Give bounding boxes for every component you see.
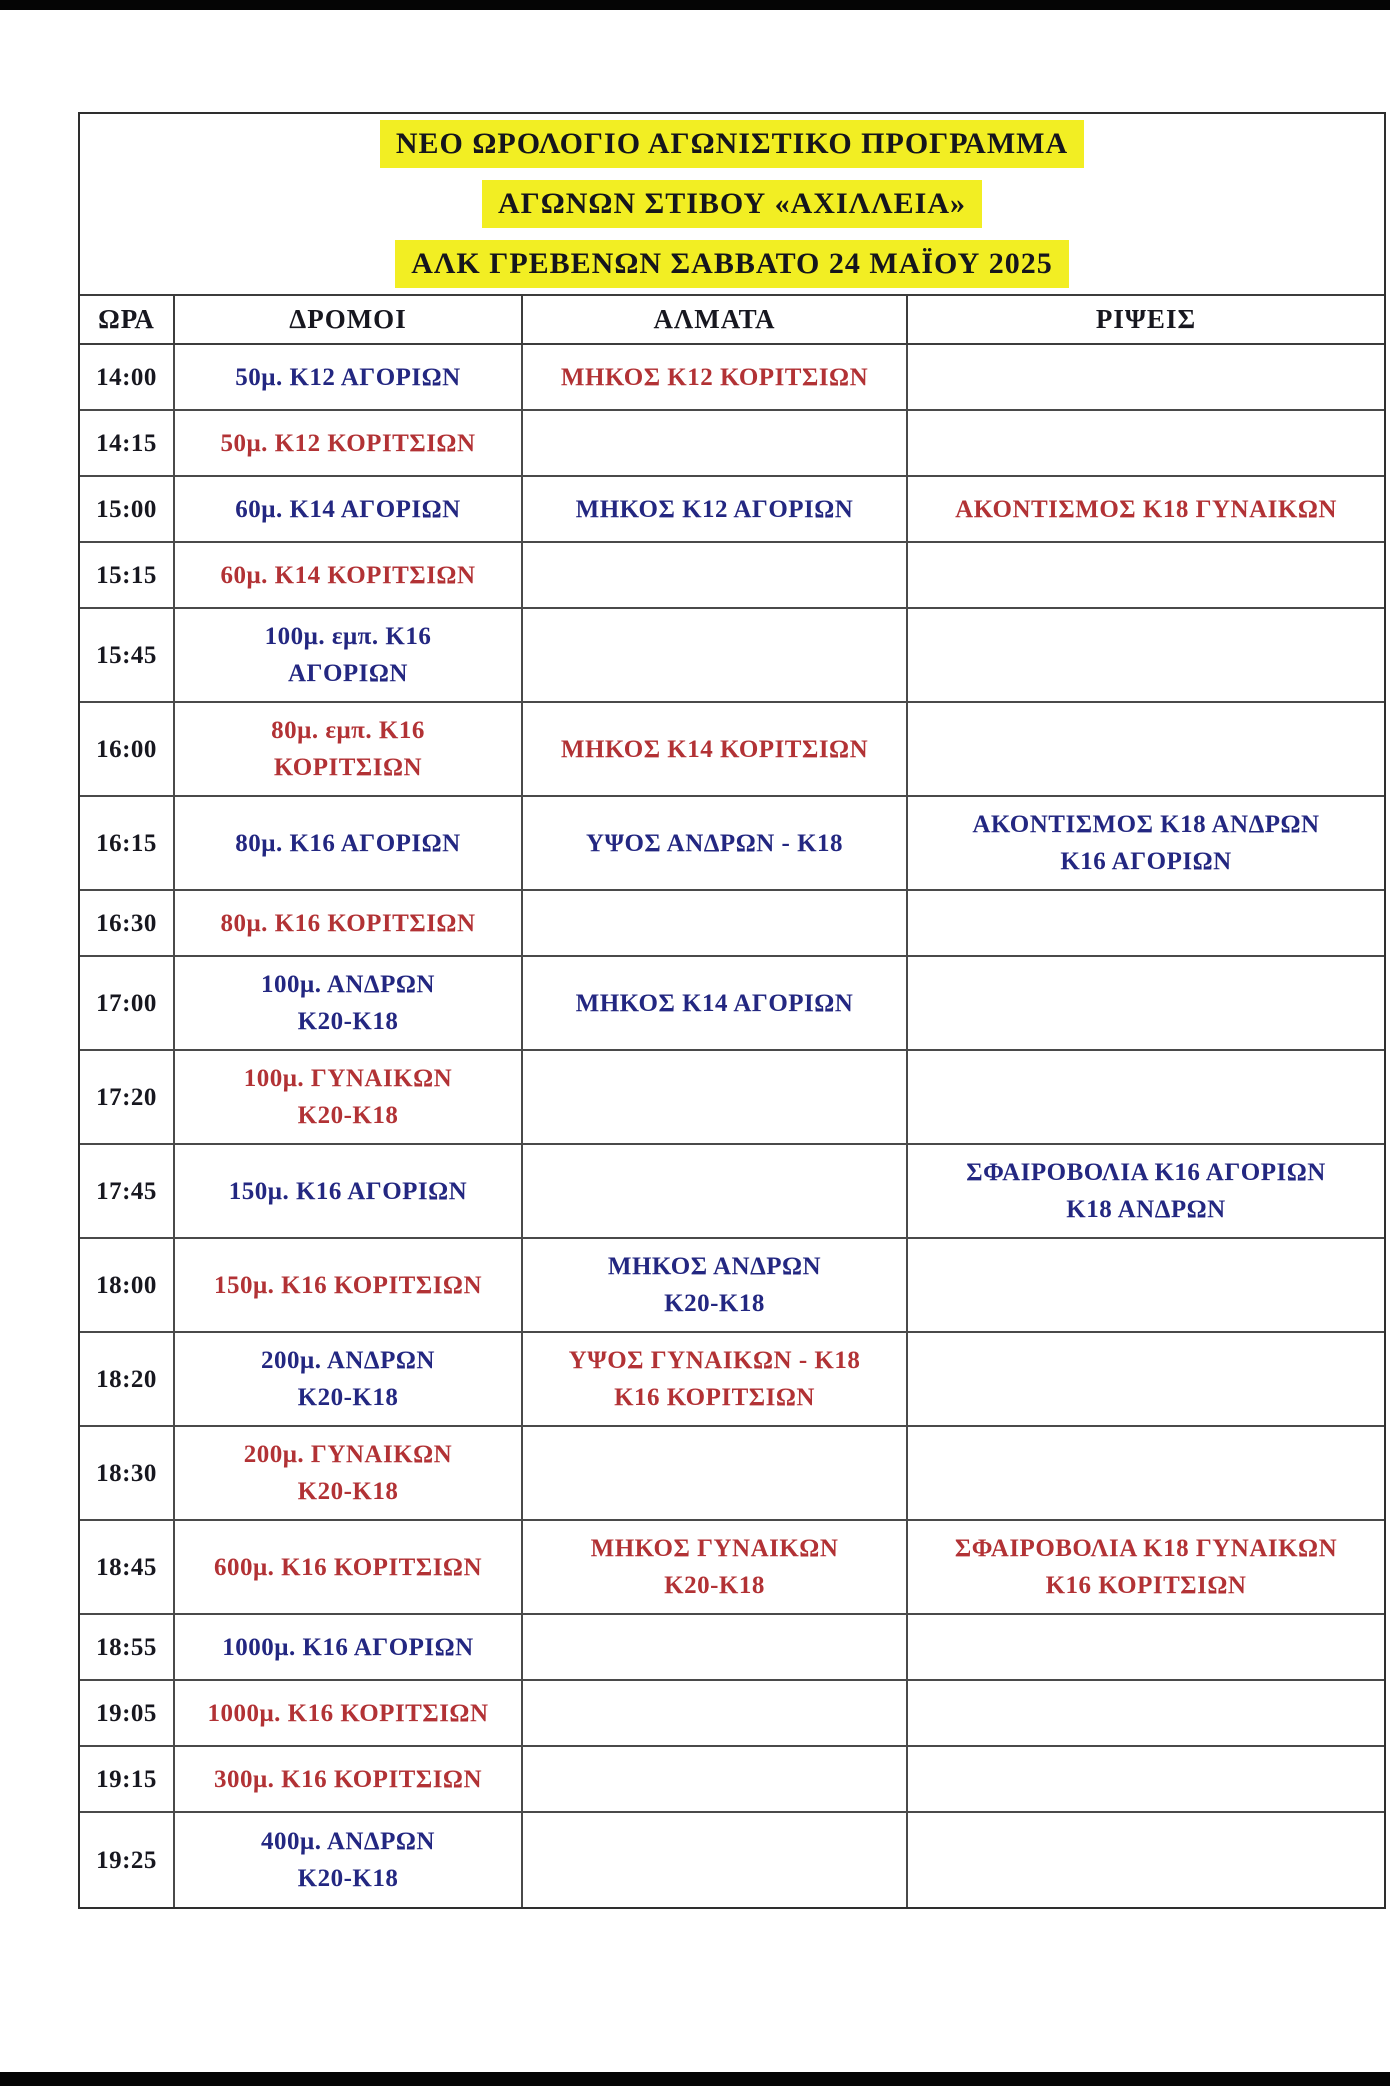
- table-row: [80, 1239, 1384, 1333]
- event-label: Κ20-Κ18: [297, 1478, 399, 1505]
- table-row: [80, 1333, 1384, 1427]
- event-label: 150μ. Κ16 ΚΟΡΙΤΣΙΩΝ: [213, 1271, 482, 1299]
- jumps-cell: [523, 1239, 908, 1331]
- table-row: [80, 1051, 1384, 1145]
- column-header-track-events: ΔΡΟΜΟΙ: [175, 296, 523, 343]
- time-cell: 19:15: [80, 1747, 175, 1811]
- track-events-cell: [175, 411, 523, 475]
- track-events-cell: [175, 1747, 523, 1811]
- track-events-cell: [175, 1333, 523, 1425]
- title-line-row: [80, 114, 1384, 174]
- jumps-cell: [523, 797, 908, 889]
- track-events-cell: [175, 1427, 523, 1519]
- table-row: [80, 1521, 1384, 1615]
- throws-cell: [908, 1747, 1384, 1811]
- throws-cell: [908, 891, 1384, 955]
- jumps-cell: [523, 703, 908, 795]
- event-label: 50μ. Κ12 ΚΟΡΙΤΣΙΩΝ: [220, 429, 476, 457]
- jumps-cell: [523, 1427, 908, 1519]
- table-row: [80, 1681, 1384, 1747]
- event-label: Κ20-Κ18: [297, 1102, 399, 1129]
- jumps-cell: [523, 1051, 908, 1143]
- jumps-cell: [523, 411, 908, 475]
- time-cell: 19:05: [80, 1681, 175, 1745]
- event-label: ΑΚΟΝΤΙΣΜΟΣ Κ18 ΑΝΔΡΩΝ: [972, 811, 1320, 838]
- event-label: ΜΗΚΟΣ Κ12 ΚΟΡΙΤΣΙΩΝ: [560, 363, 869, 391]
- track-events-cell: [175, 957, 523, 1049]
- jumps-cell: [523, 1521, 908, 1613]
- time-cell: 16:00: [80, 703, 175, 795]
- event-label: 200μ. ΑΝΔΡΩΝ: [261, 1347, 435, 1374]
- throws-cell: [908, 1615, 1384, 1679]
- table-row: [80, 797, 1384, 891]
- track-events-cell: [175, 797, 523, 889]
- event-label: Κ20-Κ18: [664, 1572, 765, 1599]
- time-cell: 15:45: [80, 609, 175, 701]
- event-label: 100μ. εμπ. Κ16: [264, 623, 432, 650]
- time-cell: 18:45: [80, 1521, 175, 1613]
- jumps-cell: [523, 1145, 908, 1237]
- time-cell: 17:20: [80, 1051, 175, 1143]
- time-cell: 15:15: [80, 543, 175, 607]
- event-label: 60μ. Κ14 ΑΓΟΡΙΩΝ: [235, 495, 461, 523]
- throws-cell: [908, 797, 1384, 889]
- table-row: [80, 1427, 1384, 1521]
- track-events-cell: [175, 891, 523, 955]
- jumps-cell: [523, 1333, 908, 1425]
- throws-cell: [908, 1521, 1384, 1613]
- track-events-cell: [175, 609, 523, 701]
- event-label: ΜΗΚΟΣ Κ14 ΑΓΟΡΙΩΝ: [575, 989, 854, 1017]
- track-events-cell: [175, 1239, 523, 1331]
- table-row: [80, 891, 1384, 957]
- event-label: 1000μ. Κ16 ΚΟΡΙΤΣΙΩΝ: [207, 1699, 489, 1727]
- title-line-row: [80, 174, 1384, 234]
- event-label: 200μ. ΓΥΝΑΙΚΩΝ: [243, 1441, 453, 1468]
- track-events-cell: [175, 703, 523, 795]
- column-header-time: ΩΡΑ: [80, 296, 175, 343]
- event-label: ΜΗΚΟΣ Κ14 ΚΟΡΙΤΣΙΩΝ: [560, 735, 869, 763]
- event-label: ΣΦΑΙΡΟΒΟΛΙΑ Κ16 ΑΓΟΡΙΩΝ: [966, 1159, 1326, 1186]
- table-row: [80, 477, 1384, 543]
- scan-edge-bar-bottom: [0, 2072, 1390, 2086]
- time-cell: 15:00: [80, 477, 175, 541]
- jumps-cell: [523, 957, 908, 1049]
- title-line-row: [80, 234, 1384, 294]
- throws-cell: [908, 477, 1384, 541]
- table-row: [80, 1747, 1384, 1813]
- throws-cell: [908, 957, 1384, 1049]
- track-events-cell: [175, 345, 523, 409]
- schedule-rows: [80, 345, 1384, 1907]
- event-label: 60μ. Κ14 ΚΟΡΙΤΣΙΩΝ: [220, 561, 476, 589]
- event-label: ΜΗΚΟΣ ΑΝΔΡΩΝ: [607, 1253, 822, 1280]
- title-line-2: ΑΓΩΝΩΝ ΣΤΙΒΟΥ «ΑΧΙΛΛΕΙΑ»: [482, 180, 982, 228]
- throws-cell: [908, 1813, 1384, 1907]
- time-cell: 19:25: [80, 1813, 175, 1907]
- time-cell: 14:15: [80, 411, 175, 475]
- jumps-cell: [523, 345, 908, 409]
- jumps-cell: [523, 609, 908, 701]
- event-label: Κ16 ΑΓΟΡΙΩΝ: [1060, 848, 1232, 875]
- event-label: 150μ. Κ16 ΑΓΟΡΙΩΝ: [228, 1177, 468, 1205]
- jumps-cell: [523, 1615, 908, 1679]
- throws-cell: [908, 1427, 1384, 1519]
- track-events-cell: [175, 1681, 523, 1745]
- column-header-throws: ΡΙΨΕΙΣ: [1095, 304, 1197, 334]
- table-row: [80, 1813, 1384, 1907]
- throws-cell: [908, 1333, 1384, 1425]
- track-events-cell: [175, 477, 523, 541]
- table-row: [80, 543, 1384, 609]
- jumps-cell: [523, 1813, 908, 1907]
- title-line-3: ΑΛΚ ΓΡΕΒΕΝΩΝ ΣΑΒΒΑΤΟ 24 ΜΑΪΟΥ 2025: [395, 240, 1069, 288]
- jumps-cell: [523, 543, 908, 607]
- throws-cell: [908, 1239, 1384, 1331]
- event-label: Κ18 ΑΝΔΡΩΝ: [1066, 1196, 1226, 1223]
- track-events-cell: [175, 1521, 523, 1613]
- event-label: 600μ. Κ16 ΚΟΡΙΤΣΙΩΝ: [213, 1553, 482, 1581]
- schedule-title: [80, 114, 1384, 294]
- time-cell: 17:00: [80, 957, 175, 1049]
- table-row: [80, 609, 1384, 703]
- track-events-cell: [175, 1145, 523, 1237]
- jumps-cell: [523, 891, 908, 955]
- time-cell: 18:55: [80, 1615, 175, 1679]
- throws-cell: [908, 543, 1384, 607]
- event-label: 100μ. ΓΥΝΑΙΚΩΝ: [243, 1065, 453, 1092]
- table-row: [80, 703, 1384, 797]
- event-label: ΥΨΟΣ ΓΥΝΑΙΚΩΝ - Κ18: [568, 1347, 861, 1374]
- jumps-cell: [523, 1747, 908, 1811]
- jumps-cell: [523, 1681, 908, 1745]
- table-row: [80, 345, 1384, 411]
- event-label: 80μ. Κ16 ΚΟΡΙΤΣΙΩΝ: [220, 909, 476, 937]
- table-header-row: [80, 294, 1384, 345]
- event-label: Κ20-Κ18: [664, 1290, 765, 1317]
- track-events-cell: [175, 543, 523, 607]
- time-cell: 14:00: [80, 345, 175, 409]
- event-label: 80μ. εμπ. Κ16: [271, 717, 425, 744]
- throws-cell: [908, 1145, 1384, 1237]
- throws-cell: [908, 703, 1384, 795]
- time-cell: 16:15: [80, 797, 175, 889]
- table-row: [80, 1615, 1384, 1681]
- event-label: ΜΗΚΟΣ Κ12 ΑΓΟΡΙΩΝ: [575, 495, 854, 523]
- track-events-cell: [175, 1051, 523, 1143]
- title-line-1: ΝΕΟ ΩΡΟΛΟΓΙΟ ΑΓΩΝΙΣΤΙΚΟ ΠΡΟΓΡΑΜΜΑ: [380, 120, 1084, 168]
- event-label: ΥΨΟΣ ΑΝΔΡΩΝ - Κ18: [585, 829, 844, 857]
- schedule-document-table: [78, 112, 1386, 1909]
- event-label: Κ16 ΚΟΡΙΤΣΙΩΝ: [1045, 1572, 1247, 1599]
- time-cell: 18:30: [80, 1427, 175, 1519]
- throws-cell: [908, 411, 1384, 475]
- time-cell: 18:20: [80, 1333, 175, 1425]
- event-label: 100μ. ΑΝΔΡΩΝ: [261, 971, 435, 998]
- event-label: Κ20-Κ18: [297, 1384, 399, 1411]
- event-label: ΣΦΑΙΡΟΒΟΛΙΑ Κ18 ΓΥΝΑΙΚΩΝ: [954, 1535, 1338, 1562]
- event-label: ΑΚΟΝΤΙΣΜΟΣ Κ18 ΓΥΝΑΙΚΩΝ: [955, 495, 1337, 523]
- event-label: 80μ. Κ16 ΑΓΟΡΙΩΝ: [235, 829, 461, 857]
- table-row: [80, 957, 1384, 1051]
- column-header-jumps: ΑΛΜΑΤΑ: [523, 296, 908, 343]
- event-label: Κ20-Κ18: [297, 1008, 399, 1035]
- event-label: 50μ. Κ12 ΑΓΟΡΙΩΝ: [235, 363, 461, 391]
- event-label: 400μ. ΑΝΔΡΩΝ: [261, 1828, 435, 1855]
- scan-edge-bar-top: [0, 0, 1390, 10]
- jumps-cell: [523, 477, 908, 541]
- event-label: ΜΗΚΟΣ ΓΥΝΑΙΚΩΝ: [590, 1535, 839, 1562]
- time-cell: 16:30: [80, 891, 175, 955]
- table-row: [80, 411, 1384, 477]
- event-label: 1000μ. Κ16 ΑΓΟΡΙΩΝ: [222, 1633, 474, 1661]
- time-cell: 17:45: [80, 1145, 175, 1237]
- throws-cell: [908, 1681, 1384, 1745]
- throws-cell: [908, 609, 1384, 701]
- event-label: 300μ. Κ16 ΚΟΡΙΤΣΙΩΝ: [213, 1765, 482, 1793]
- track-events-cell: [175, 1813, 523, 1907]
- event-label: ΑΓΟΡΙΩΝ: [288, 660, 408, 687]
- throws-cell: [908, 1051, 1384, 1143]
- event-label: Κ16 ΚΟΡΙΤΣΙΩΝ: [614, 1384, 815, 1411]
- track-events-cell: [175, 1615, 523, 1679]
- event-label: ΚΟΡΙΤΣΙΩΝ: [273, 754, 423, 781]
- time-cell: 18:00: [80, 1239, 175, 1331]
- throws-cell: [908, 345, 1384, 409]
- event-label: Κ20-Κ18: [297, 1865, 399, 1892]
- table-row: [80, 1145, 1384, 1239]
